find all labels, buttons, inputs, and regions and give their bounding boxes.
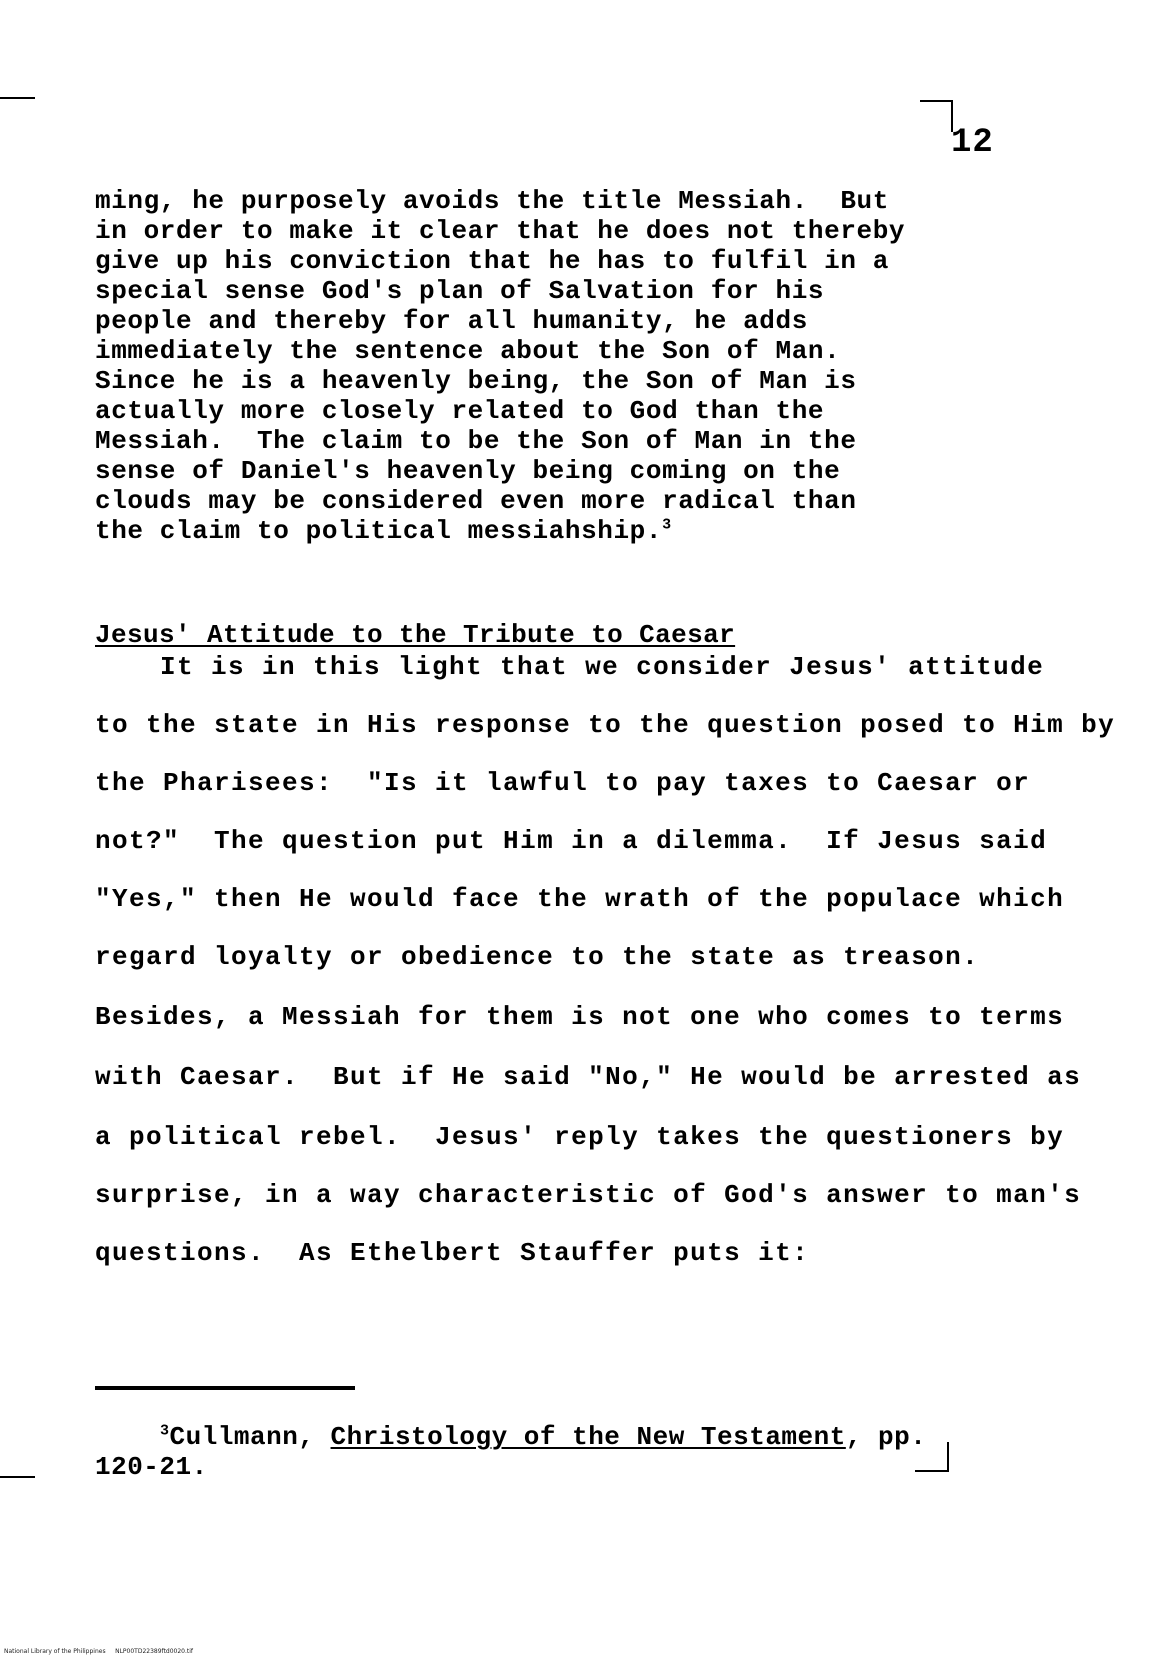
footnote-after-title: , pp. — [845, 1422, 927, 1452]
crop-mark-bottom-right-horizontal — [915, 1470, 949, 1472]
quote-line: immediately the sentence about the Son of Man. — [95, 336, 841, 366]
page-number: 12 — [951, 124, 994, 162]
footnote-number: 3 — [160, 1422, 170, 1440]
body-line: It is in this light that we consider Jesus' attitude — [160, 652, 1045, 682]
crop-mark-bottom-right-vertical — [947, 1442, 949, 1472]
crop-mark-top-right-horizontal — [920, 100, 953, 102]
section-heading: Jesus' Attitude to the Tribute to Caesar — [95, 620, 736, 650]
body-line: surprise, in a way characteristic of God's answer to man's — [95, 1180, 1082, 1210]
quote-line: ming, he purposely avoids the title Messiah. But — [95, 186, 889, 216]
footnote-title: Christology of the New Testament — [330, 1422, 846, 1452]
footnote-rule — [95, 1386, 355, 1390]
quote-line: give up his conviction that he has to fulfil in a — [95, 246, 889, 276]
body-line: questions. As Ethelbert Stauffer puts it: — [95, 1238, 810, 1268]
quote-line: Messiah. The claim to be the Son of Man in the — [95, 426, 857, 456]
quote-line: special sense God's plan of Salvation for his — [95, 276, 825, 306]
crop-mark-bottom-left — [0, 1476, 35, 1478]
body-line: to the state in His response to the question posed to Him by — [95, 710, 1116, 740]
body-line: the Pharisees: "Is it lawful to pay taxes to Caesar or — [95, 768, 1031, 798]
body-line: Besides, a Messiah for them is not one who comes to terms — [95, 1002, 1065, 1032]
quote-line: people and thereby for all humanity, he adds — [95, 306, 808, 336]
quote-line: clouds may be considered even more radical than — [95, 486, 857, 516]
crop-mark-top-left — [0, 97, 35, 99]
body-line: with Caesar. But if He said "No," He would be arrested as — [95, 1062, 1082, 1092]
body-line: "Yes," then He would face the wrath of the populace which — [95, 884, 1065, 914]
footnote-ref: 3 — [662, 516, 672, 534]
body-line: not?" The question put Him in a dilemma. If Jesus said — [95, 826, 1048, 856]
scan-footer: National Library of the Philippines NLP00TD22389ftd0020.tif — [4, 1648, 194, 1655]
quote-line: Since he is a heavenly being, the Son of Man is — [95, 366, 857, 396]
footnote-pages: 120-21. — [95, 1452, 208, 1482]
footnote-author: Cullmann, — [169, 1422, 331, 1452]
quote-line: in order to make it clear that he does not thereby — [95, 216, 906, 246]
quote-line-last — [95, 516, 672, 546]
body-line: regard loyalty or obedience to the state as treason. — [95, 942, 980, 972]
quote-last-text: the claim to political messiahship. — [95, 516, 663, 546]
footnote-line — [160, 1422, 926, 1452]
quote-line: sense of Daniel's heavenly being coming on the — [95, 456, 841, 486]
body-line: a political rebel. Jesus' reply takes the questioners by — [95, 1122, 1065, 1152]
quote-line: actually more closely related to God than the — [95, 396, 825, 426]
